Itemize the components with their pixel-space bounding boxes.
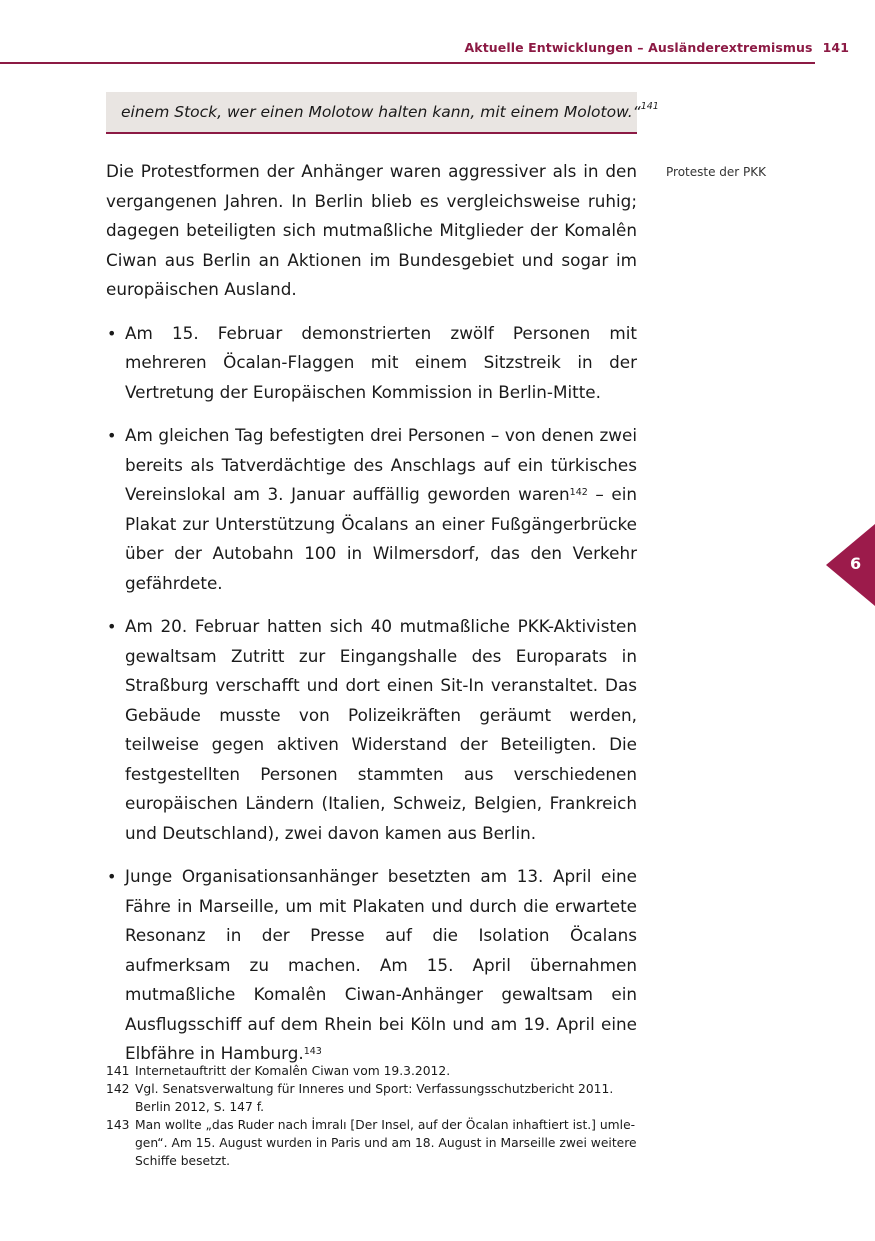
footnote-ref-141[interactable]: 141 <box>640 101 659 112</box>
bullet-list <box>106 319 637 1069</box>
marginal-note: Proteste der PKK <box>666 165 767 179</box>
main-text <box>106 157 637 1083</box>
quote-text <box>121 103 659 121</box>
list-item <box>106 319 637 408</box>
list-item <box>106 612 637 848</box>
quote-body: einem Stock, wer einen Molotow halten kann, mit einem Molotow.“ <box>121 103 641 121</box>
footnote-ref-142[interactable]: 142 <box>569 487 588 498</box>
running-header-title: Aktuelle Entwicklungen – Ausländerextremismus <box>464 40 813 55</box>
list-item-text: Junge Organisationsanhänger besetzten am 13. April eine Fähre in Marseille, um mit Plakaten und durch die erwartete Resonanz in der Presse auf die Isolation Öcalans aufmerksam zu machen. Am 15. April übernahmen mutmaßliche Komalên Ciwan-Anhänger gewaltsam ein Ausflugsschiff auf dem Rhein bei Köln und am 19. April eine Elbfähre in Hamburg. <box>125 866 637 1063</box>
bullet-icon: • <box>107 867 117 886</box>
footnote-text: Internetauftritt der Komalên Ciwan vom 19.3.2012. <box>135 1064 451 1078</box>
bullet-icon: • <box>107 426 117 445</box>
list-item-text: Am gleichen Tag befestigten drei Personen – von denen zwei bereits als Tatverdächtige des Anschlags auf ein türkisches Vereinslokal am 3. Januar auffällig geworden waren <box>125 425 637 504</box>
intro-paragraph: Die Protestformen der Anhänger waren aggressiver als in den vergangenen Jahren. In Berlin blieb es vergleichsweise ruhig; dagegen beteiligten sich mutmaßliche Mitglieder der Komalên Ciwan aus Berlin an Aktionen im Bundesgebiet und sogar im europäischen Ausland. <box>106 161 637 299</box>
page-header <box>0 0 875 64</box>
list-item <box>106 862 637 1069</box>
footnote-number: 142 <box>106 1082 130 1096</box>
footnote-143 <box>106 1116 637 1170</box>
bullet-icon: • <box>107 323 117 343</box>
footnote-number: 143 <box>106 1118 130 1132</box>
footnote-ref-143[interactable]: 143 <box>303 1046 322 1057</box>
quote-box <box>106 92 659 134</box>
footnotes <box>106 1062 637 1170</box>
running-header <box>465 40 849 55</box>
footnote-141 <box>106 1062 637 1080</box>
list-item-text: Am 20. Februar hatten sich 40 mutmaßliche PKK-Aktivisten gewaltsam Zutritt zur Eingangshalle des Europarats in Straßburg verschafft und dort einen Sit-In veranstaltet. Das Gebäude musste von Polizeikräften geräumt werden, teilweise gegen aktiven Widerstand der Beteiligten. Die festgestellten Personen stammten aus verschiedenen europäischen Ländern (Italien, Schweiz, Belgien, Frankreich und Deutschland), zwei davon kamen aus Berlin. <box>125 616 637 843</box>
list-item-text-continued: – ein Plakat zur Unterstützung Öcalans an einer Fußgängerbrücke über der Autobahn 100 in Wilmersdorf, das den Verkehr gefährdete. <box>125 484 637 593</box>
footnote-142 <box>106 1080 637 1116</box>
header-rule <box>0 62 815 64</box>
chapter-tab[interactable] <box>826 524 875 606</box>
footnote-number: 141 <box>106 1064 130 1078</box>
footnote-text: Vgl. Senatsverwaltung für Inneres und Sport: Verfassungsschutzbericht 2011. Berlin 2012, S. 147 f. <box>135 1082 614 1114</box>
page-number: 141 <box>822 40 849 55</box>
bullet-icon: • <box>107 617 117 636</box>
list-item <box>106 421 637 598</box>
footnote-text: Man wollte „das Ruder nach İmralı [Der Insel, auf der Öcalan inhaftiert ist.] umlegen“. Am 15. August wurden in Paris und am 18. August in Marseille zwei weitere Schiffe besetzt. <box>135 1118 637 1168</box>
list-item-text: Am 15. Februar demonstrierten zwölf Personen mit mehreren Öcalan-Flaggen mit einem Sitzstreik in der Vertretung der Europäischen Kommission in Berlin-Mitte. <box>125 322 637 402</box>
chapter-number: 6 <box>850 554 862 573</box>
